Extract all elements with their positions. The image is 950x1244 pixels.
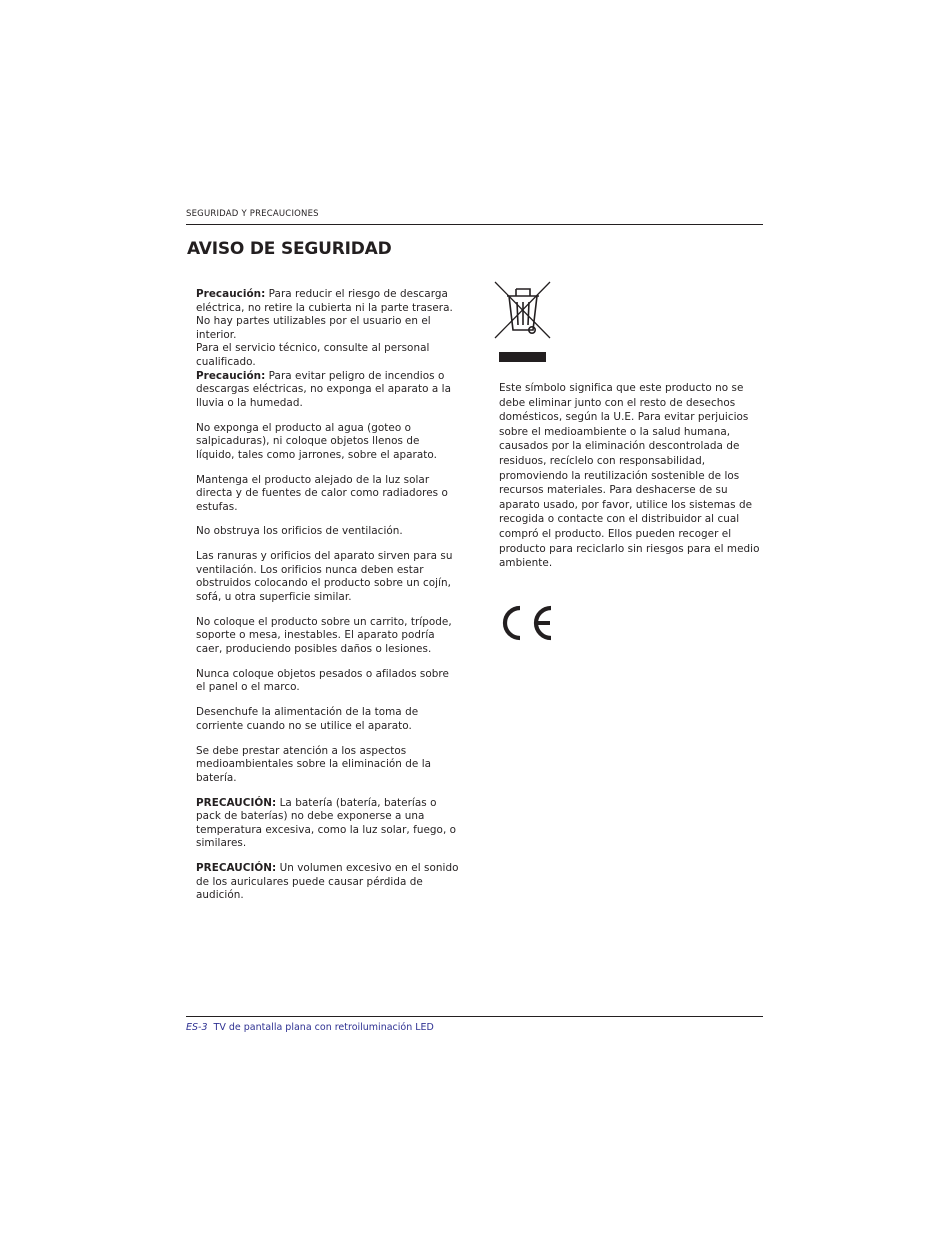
caution-text: La batería (batería, baterías o pack de baterías) no debe exponerse a una temperatura excesiva, como la luz solar, fuego, o similares. <box>196 796 457 850</box>
warning-paragraph: Desenchufe la alimentación de la toma de corriente cuando no se utilice el aparato. <box>196 706 419 732</box>
page-title: AVISO DE SEGURIDAD <box>187 239 392 259</box>
warning-paragraph: No coloque el producto sobre un carrito, trípode, soporte o mesa, inestables. El aparato podría caer, produciendo posibles daños o lesiones. <box>196 615 452 655</box>
section-label: SEGURIDAD Y PRECAUCIONES <box>186 209 319 219</box>
weee-text: Este símbolo significa que este producto no se debe eliminar junto con el resto de desechos domésticos, según la U.E. Para evitar perjuicios sobre el medioambiente o la salud humana, causados por la eliminación descontrolada de residuos, recíclelo con responsabilidad, promoviendo la reutilización sostenible de los recursos materiales. Para deshacerse de su aparato usado, por favor, utilice los sistemas de recogida o contacte con el distribuidor al cual compró el producto. Ellos pueden recoger el producto para reciclarlo sin riesgos para el medio ambiente. <box>499 382 760 570</box>
caution-text: Un volumen excesivo en el sonido de los auriculares puede causar pérdida de audición. <box>196 862 459 902</box>
weee-disposal-note <box>499 381 761 571</box>
safety-warnings-column <box>196 288 460 903</box>
warning-paragraph: Nunca coloque objetos pesados o afilados sobre el panel o el marco. <box>196 667 449 694</box>
product-name: TV de pantalla plana con retroiluminación LED <box>213 1022 434 1033</box>
caution-label: Precaución: <box>196 288 266 300</box>
headphones-caution <box>196 862 460 903</box>
ce-mark-icon <box>500 603 554 643</box>
battery-caution <box>196 797 460 851</box>
header-divider <box>186 224 763 225</box>
warning-paragraph: No exponga el producto al agua (goteo o salpicaduras), ni coloque objetos llenos de líquido, tales como jarrones, sobre el aparato. <box>196 421 437 461</box>
caution-text: Para evitar peligro de incendios o descargas eléctricas, no exponga el aparato a la lluvia o la humedad. <box>196 369 451 409</box>
caution-text: Para reducir el riesgo de descarga eléctrica, no retire la cubierta ni la parte trasera. No hay partes utilizables por el usuario en el interior. <box>196 288 453 341</box>
page-number: ES-3 <box>186 1022 208 1033</box>
page-footer <box>186 1022 434 1033</box>
warning-paragraph: Mantenga el producto alejado de la luz solar directa y de fuentes de calor como radiadores o estufas. <box>196 473 448 513</box>
caution-label: PRECAUCIÓN: <box>196 796 277 809</box>
warning-paragraph: Las ranuras y orificios del aparato sirven para su ventilación. Los orificios nunca deben estar obstruidos colocando el producto sobre un cojín, sofá, u otra superficie similar. <box>196 550 453 604</box>
warning-paragraph: Se debe prestar atención a los aspectos medioambientales sobre la eliminación de la batería. <box>196 744 432 784</box>
caution-label: PRECAUCIÓN: <box>196 862 277 875</box>
caution-label: Precaución: <box>196 369 266 382</box>
caution-paragraph <box>196 288 460 410</box>
warning-paragraph: No obstruya los orificios de ventilación. <box>196 525 403 538</box>
service-text: Para el servicio técnico, consulte al personal cualificado. <box>196 342 430 368</box>
crossed-out-wheelie-bin-icon <box>494 280 552 366</box>
footer-divider <box>186 1016 763 1017</box>
